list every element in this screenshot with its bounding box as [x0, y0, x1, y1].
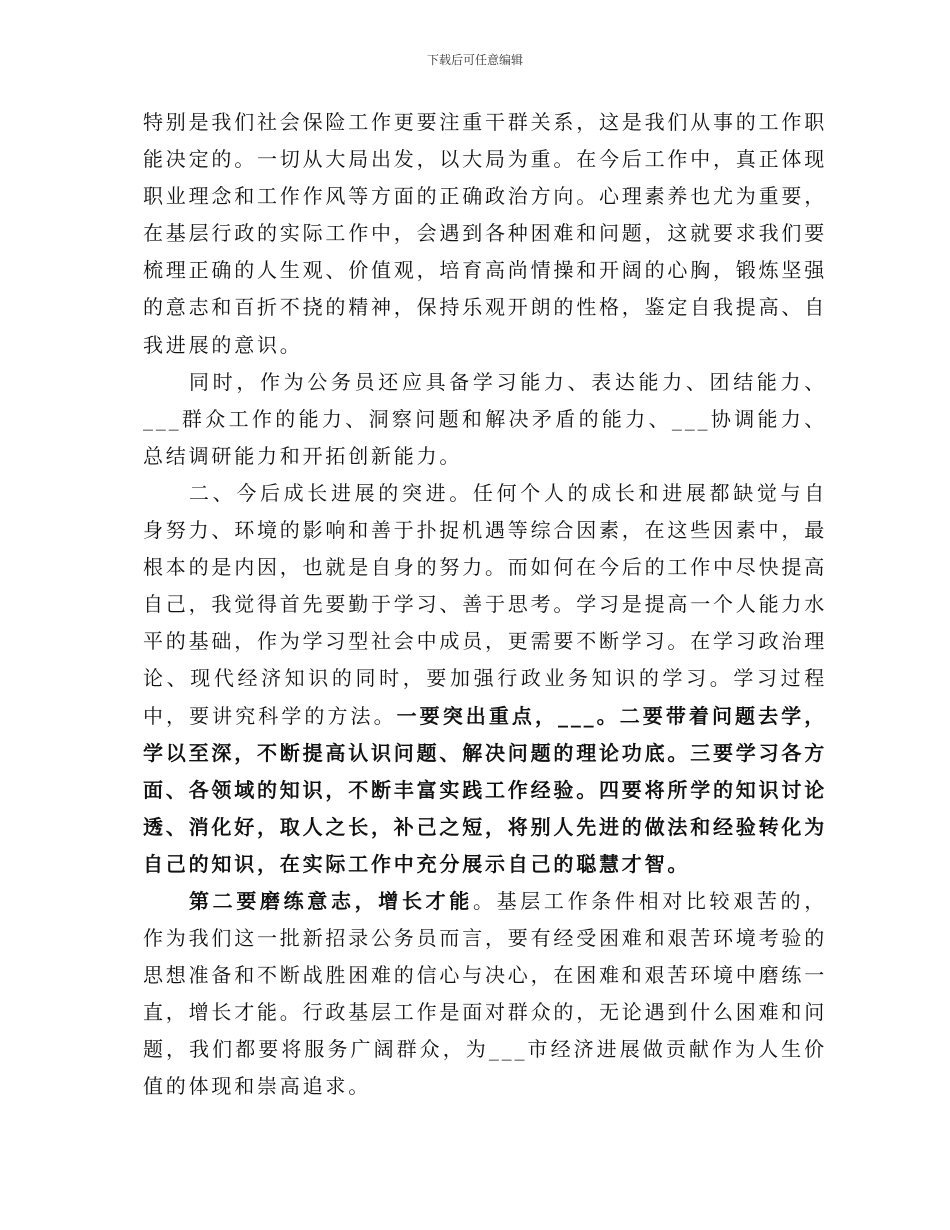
paragraph-1: 特别是我们社会保险工作更要注重干群关系，这是我们从事的工作职能决定的。一切从大局出发，以大局为重。在今后工作中，真正体现职业理念和工作作风等方面的正确政治方向。心理素养也尤为重要，在基层行政的实际工作中，会遇到各种困难和问题，这就要求我们要梳理正确的人生观、价值观，培育高尚情操和开阔的心胸，锻炼坚强的意志和百折不挠的精神，保持乐观开朗的性格，鉴定自我提高、自我进展的意识。 — [143, 110, 827, 357]
paragraph-4-normal-text: 。基层工作条件相对比较艰苦的，作为我们这一批新招录公务员而言，要有经受困难和艰苦环境考验的思想准备和不断战胜困难的信心与决心，在困难和艰苦环境中磨练一直，增长才能。行政基层工作是面对群众的，无论遇到什么困难和问题，我们都要将服务广阔群众，为___市经济进展做贡献作为人生价值的体现和崇高追求。 — [143, 888, 827, 1099]
page-header-note: 下载后可任意编辑 — [426, 53, 523, 67]
paragraph-3-bold-text: 一要突出重点，___。二要带着问题去学，学以至深，不断提高认识问题、解决问题的理论功底。三要学习各方面、各领域的知识，不断丰富实践工作经验。四要将所学的知识讨论透、消化好，取人之长，补己之短，将别人先进的做法和经验转化为自己的知识，在实际工作中充分展示自己的聪慧才智。 — [143, 703, 827, 876]
paragraph-2: 同时，作为公务员还应具备学习能力、表达能力、团结能力、___群众工作的能力、洞察问题和解决矛盾的能力、___协调能力、总结调研能力和开拓创新能力。 — [143, 369, 827, 468]
paragraph-4 — [143, 883, 827, 1106]
paragraph-3 — [143, 475, 827, 883]
paragraph-3-normal-text: 二、今后成长进展的突进。任何个人的成长和进展都缺觉与自身努力、环境的影响和善于扑捉机遇等综合因素，在这些因素中，最根本的是内因，也就是自身的努力。而如何在今后的工作中尽快提高自己，我觉得首先要勤于学习、善于思考。学习是提高一个人能力水平的基础，作为学习型社会中成员，更需要不断学习。在学习政治理论、现代经济知识的同时，要加强行政业务知识的学习。学习过程中，要讲究科学的方法。 — [143, 480, 827, 728]
document-body — [143, 104, 827, 1106]
paragraph-4-bold-heading: 第二要磨练意志，增长才能 — [189, 888, 473, 913]
